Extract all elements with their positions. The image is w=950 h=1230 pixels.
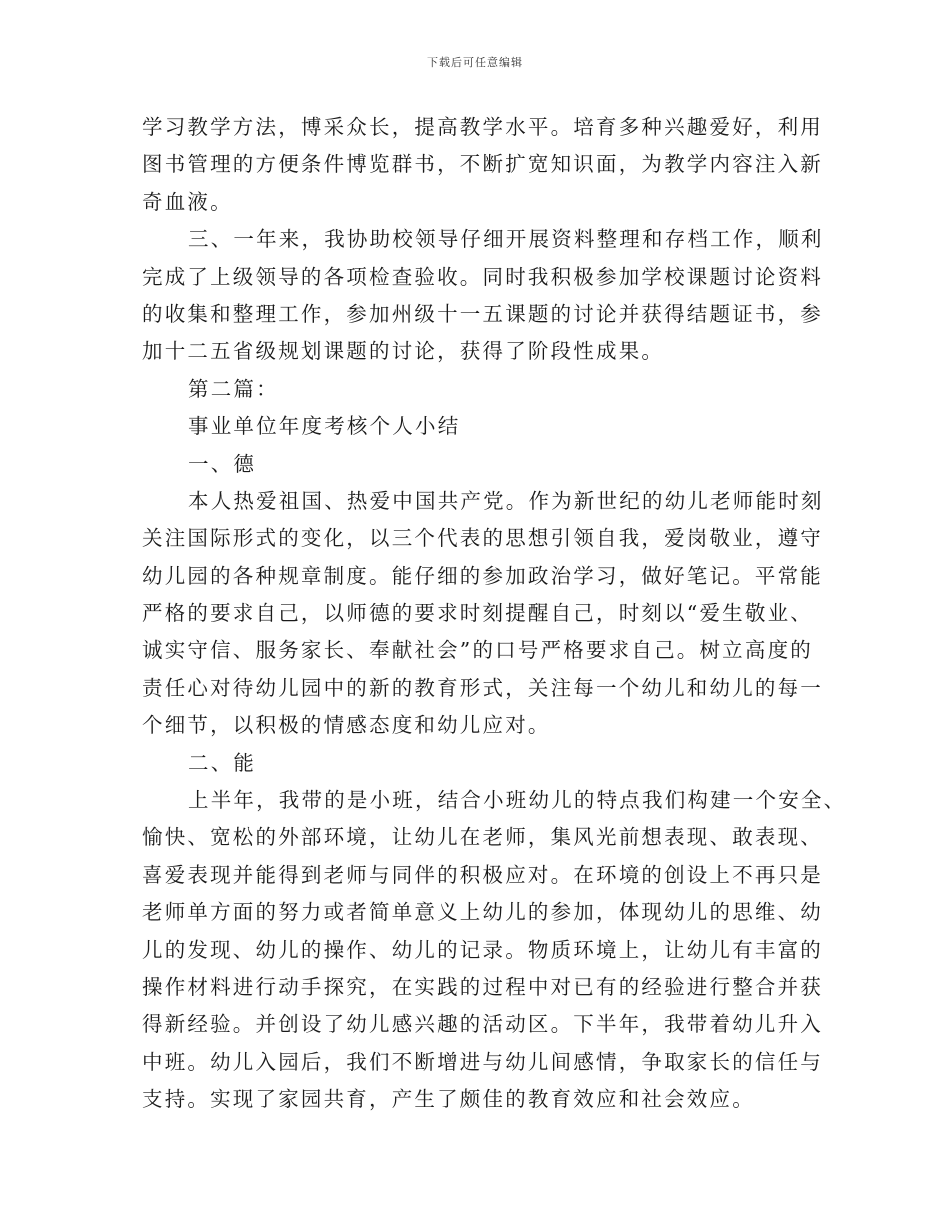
text-line: 诚实守信、服务家长、奉献社会”的口号严格要求自己。树立高度的 (142, 638, 813, 663)
text-line: 学习教学方法，博采众长，提高教学水平。培育多种兴趣爱好，利用 (142, 115, 823, 139)
text-line: 第二篇： (188, 376, 279, 401)
text-line: 关注国际形式的变化，以三个代表的思想引领自我，爱岗敬业，遵守 (142, 526, 823, 551)
text-line: 老师单方面的努力或者简单意义上幼儿的参加，体现幼儿的思维、幼 (142, 900, 823, 925)
text-line: 二、能 (188, 750, 257, 775)
text-line: 上半年，我带的是小班，结合小班幼儿的特点我们构建一个安全、 (188, 788, 847, 813)
text-line: 事业单位年度考核个人小结 (188, 414, 461, 439)
text-line: 责任心对待幼儿园中的新的教育形式，关注每一个幼儿和幼儿的每一 (142, 675, 823, 700)
text-line: 儿的发现、幼儿的操作、幼儿的记录。物质环境上，让幼儿有丰富的 (142, 937, 823, 962)
page-header: 下载后可任意编辑 (427, 56, 523, 69)
text-line: 完成了上级领导的各项检查验收。同时我积极参加学校课题讨论资料 (142, 264, 823, 289)
text-line: 的收集和整理工作，参加州级十一五课题的讨论并获得结题证书，参 (142, 301, 823, 326)
text-line: 本人热爱祖国、热爱中国共产党。作为新世纪的幼儿老师能时刻 (188, 488, 824, 513)
text-line: 幼儿园的各种规章制度。能仔细的参加政治学习，做好笔记。平常能 (142, 563, 823, 588)
text-line: 得新经验。并创设了幼儿感兴趣的活动区。下半年，我带着幼儿升入 (142, 1012, 823, 1037)
text-line: 三、一年来，我协助校领导仔细开展资料整理和存档工作，顺利 (188, 227, 824, 252)
text-line: 一、德 (188, 451, 257, 476)
text-line: 喜爱表现并能得到老师与同伴的积极应对。在环境的创设上不再只是 (142, 862, 823, 887)
text-line: 个细节，以积极的情感态度和幼儿应对。 (142, 713, 551, 738)
text-line: 愉快、宽松的外部环境，让幼儿在老师，集风光前想表现、敢表现、 (142, 825, 823, 850)
text-line: 奇血液。 (142, 189, 233, 214)
text-line: 操作材料进行动手探究，在实践的过程中对已有的经验进行整合并获 (142, 974, 823, 999)
text-line: 图书管理的方便条件博览群书，不断扩宽知识面，为教学内容注入新 (142, 152, 823, 177)
text-line: 中班。幼儿入园后，我们不断增进与幼儿间感情，争取家长的信任与 (142, 1049, 823, 1074)
document-body (142, 109, 847, 1119)
text-line: 严格的要求自己，以师德的要求时刻提醒自己，时刻以“爱生敬业、 (142, 601, 813, 626)
text-line: 加十二五省级规划课题的讨论，获得了阶段性成果。 (142, 339, 665, 364)
text-line: 支持。实现了家园共育，产生了颇佳的教育效应和社会效应。 (142, 1087, 755, 1112)
